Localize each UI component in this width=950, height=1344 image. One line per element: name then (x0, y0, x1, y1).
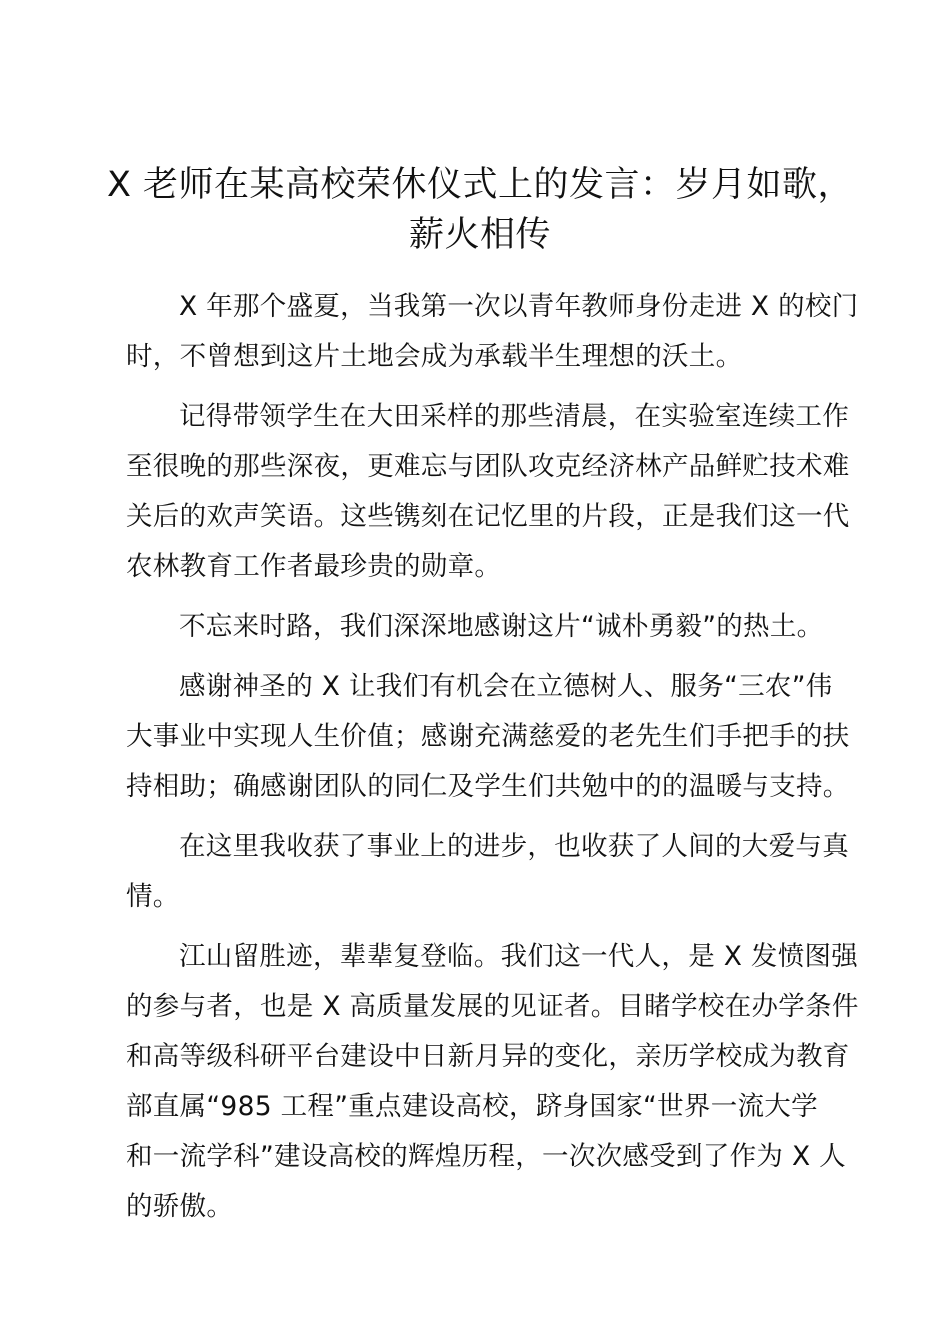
text-line: 农林教育工作者最珍贵的勋章。 (126, 551, 502, 582)
paragraph-1 (126, 282, 859, 382)
text-line: 时，不曾想到这片土地会成为承载半生理想的沃土。 (126, 341, 743, 372)
page-title (100, 160, 860, 260)
paragraph-6 (126, 932, 859, 1232)
text-line: 和高等级科研平台建设中日新月异的变化，亲历学校成为教育 (126, 1041, 850, 1072)
text-line: 的骄傲。 (126, 1191, 234, 1222)
paragraph-2 (126, 392, 850, 592)
text-line: 情。 (126, 881, 180, 912)
paragraph-5 (126, 822, 849, 922)
text-line: 持相助；确感谢团队的同仁及学生们共勉中的的温暖与支持。 (126, 771, 850, 802)
paragraph-3 (126, 602, 838, 652)
text-line: 在这里我收获了事业上的进步，也收获了人间的大爱与真 (179, 831, 849, 862)
text-line: 部直属“985 工程”重点建设高校，跻身国家“世界一流大学 (126, 1091, 818, 1122)
text-line: X 年那个盛夏，当我第一次以青年教师身份走进 X 的校门 (179, 291, 859, 322)
article-body (126, 282, 859, 1242)
text-line: 关后的欢声笑语。这些镌刻在记忆里的片段，正是我们这一代 (126, 501, 850, 532)
text-line: 感谢神圣的 X 让我们有机会在立德树人、服务“三农”伟 (179, 671, 833, 702)
text-line: 大事业中实现人生价值；感谢充满慈爱的老先生们手把手的扶 (126, 721, 850, 752)
text-line: 记得带领学生在大田采样的那些清晨，在实验室连续工作 (179, 401, 849, 432)
paragraph-4 (126, 662, 850, 812)
text-line: 江山留胜迹，辈辈复登临。我们这一代人，是 X 发愤图强 (179, 941, 859, 972)
text-line: 和一流学科”建设高校的辉煌历程，一次次感受到了作为 X 人 (126, 1141, 846, 1172)
text-line: 至很晚的那些深夜，更难忘与团队攻克经济林产品鲜贮技术难 (126, 451, 850, 482)
text-line: 的参与者，也是 X 高质量发展的见证者。目睹学校在办学条件 (126, 991, 859, 1022)
title-line: 薪火相传 (408, 215, 551, 255)
text-line: 不忘来时路，我们深深地感谢这片“诚朴勇毅”的热土。 (179, 611, 824, 642)
title-line: X 老师在某高校荣休仪式上的发言：岁月如歌， (106, 165, 854, 205)
